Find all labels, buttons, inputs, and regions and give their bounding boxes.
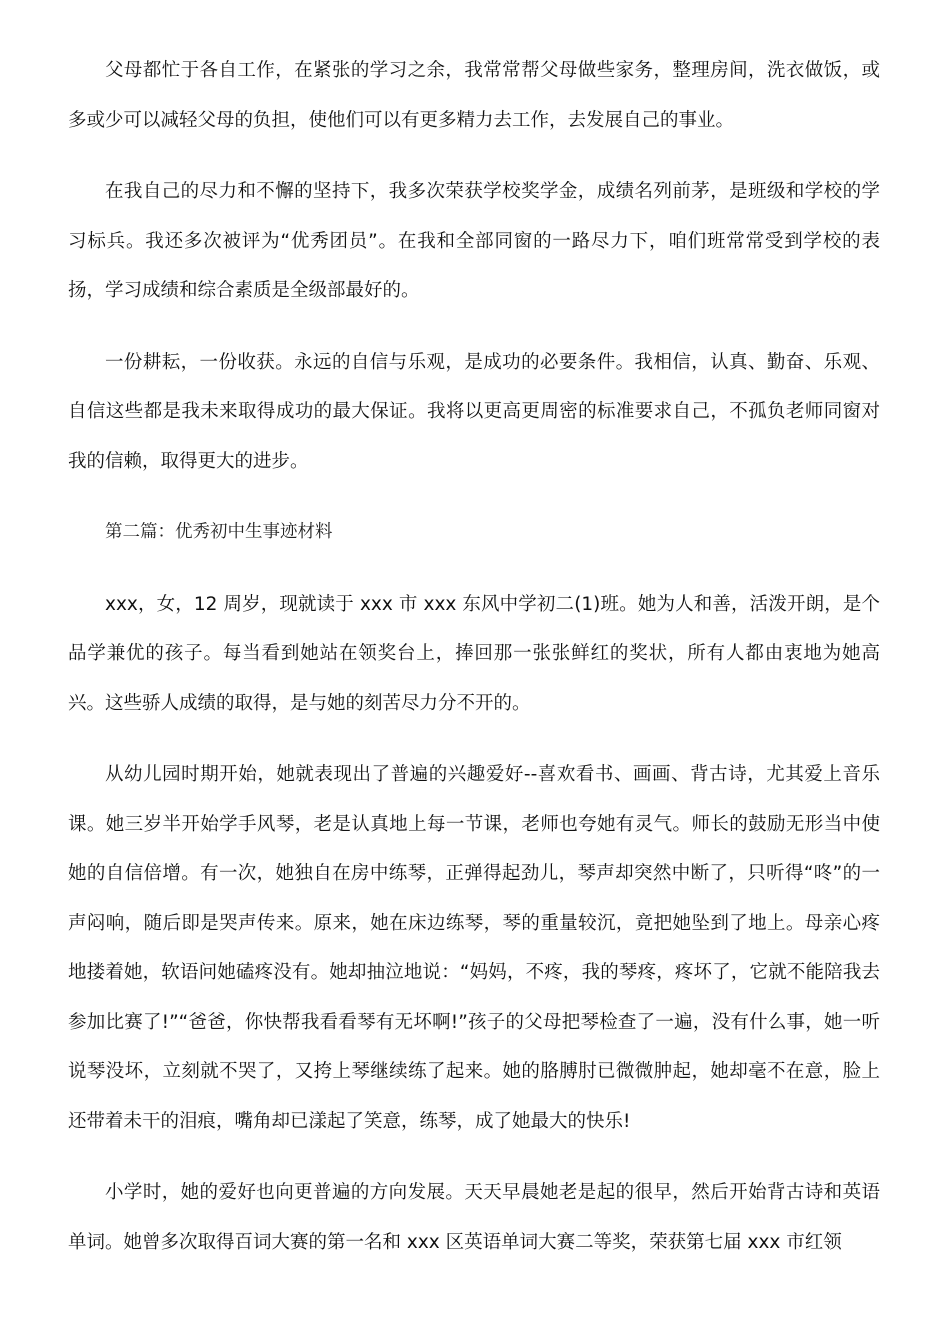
paragraph-scholarship-achievements: 在我自己的尽力和不懈的坚持下，我多次荣获学校奖学金，成绩名列前茅，是班级和学校的学习标兵。我还多次被评为“优秀团员”。在我和全部同窗的一路尽力下，咱们班常常受到学校的表扬，学习成绩和综合素质是全级部最好的。	[68, 181, 880, 301]
paragraph-student-introduction: xxx，女，12 周岁，现就读于 xxx 市 xxx 东风中学初二(1)班。她为人和善，活泼开朗，是个品学兼优的孩子。每当看到她站在领奖台上，捧回那一张张鲜红的奖状，所有人都由衷地为她高兴。这些骄人成绩的取得，是与她的刻苦尽力分不开的。	[68, 593, 880, 714]
paragraph-hard-work-confidence: 一份耕耘，一份收获。永远的自信与乐观，是成功的必要条件。我相信，认真、勤奋、乐观、自信这些都是我未来取得成功的最大保证。我将以更高更周密的标准要求自己，不孤负老师同窗对我的信赖，取得更大的进步。	[68, 351, 880, 472]
paragraph-primary-school: 小学时，她的爱好也向更普遍的方向发展。天天早晨她老是起的很早，然后开始背古诗和英语单词。她曾多次取得百词大赛的第一名和 xxx 区英语单词大赛二等奖，荣获第七届 xxx 市红领	[68, 1182, 880, 1253]
paragraph-accordion-story: 从幼儿园时期开始，她就表现出了普遍的兴趣爱好--喜欢看书、画画、背古诗，尤其爱上音乐课。她三岁半开始学手风琴，老是认真地上每一节课，老师也夸她有灵气。师长的鼓励无形当中使她的自信倍增。有一次，她独自在房中练琴，正弹得起劲儿，琴声却突然中断了，只听得“咚”的一声闷响，随后即是哭声传来。原来，她在床边练琴，琴的重量较沉，竟把她坠到了地上。母亲心疼地搂着她，软语问她磕疼没有。她却抽泣地说：“妈妈，不疼，我的琴疼，疼坏了，它就不能陪我去参加比赛了!”“爸爸，你快帮我看看琴有无坏啊!”孩子的父母把琴检查了一遍，没有什么事，她一听说琴没坏，立刻就不哭了，又挎上琴继续练了起来。她的胳膊肘已微微肿起，她却毫不在意，脸上还带着未干的泪痕，嘴角却已漾起了笑意，练琴，成了她最大的快乐!	[68, 764, 880, 1132]
section-heading: 第二篇：优秀初中生事迹材料	[105, 522, 333, 542]
document-page	[68, 46, 880, 1267]
paragraph-household-chores: 父母都忙于各自工作，在紧张的学习之余，我常常帮父母做些家务，整理房间，洗衣做饭，或多或少可以减轻父母的负担，使他们可以有更多精力去工作，去发展自己的事业。	[68, 60, 880, 131]
